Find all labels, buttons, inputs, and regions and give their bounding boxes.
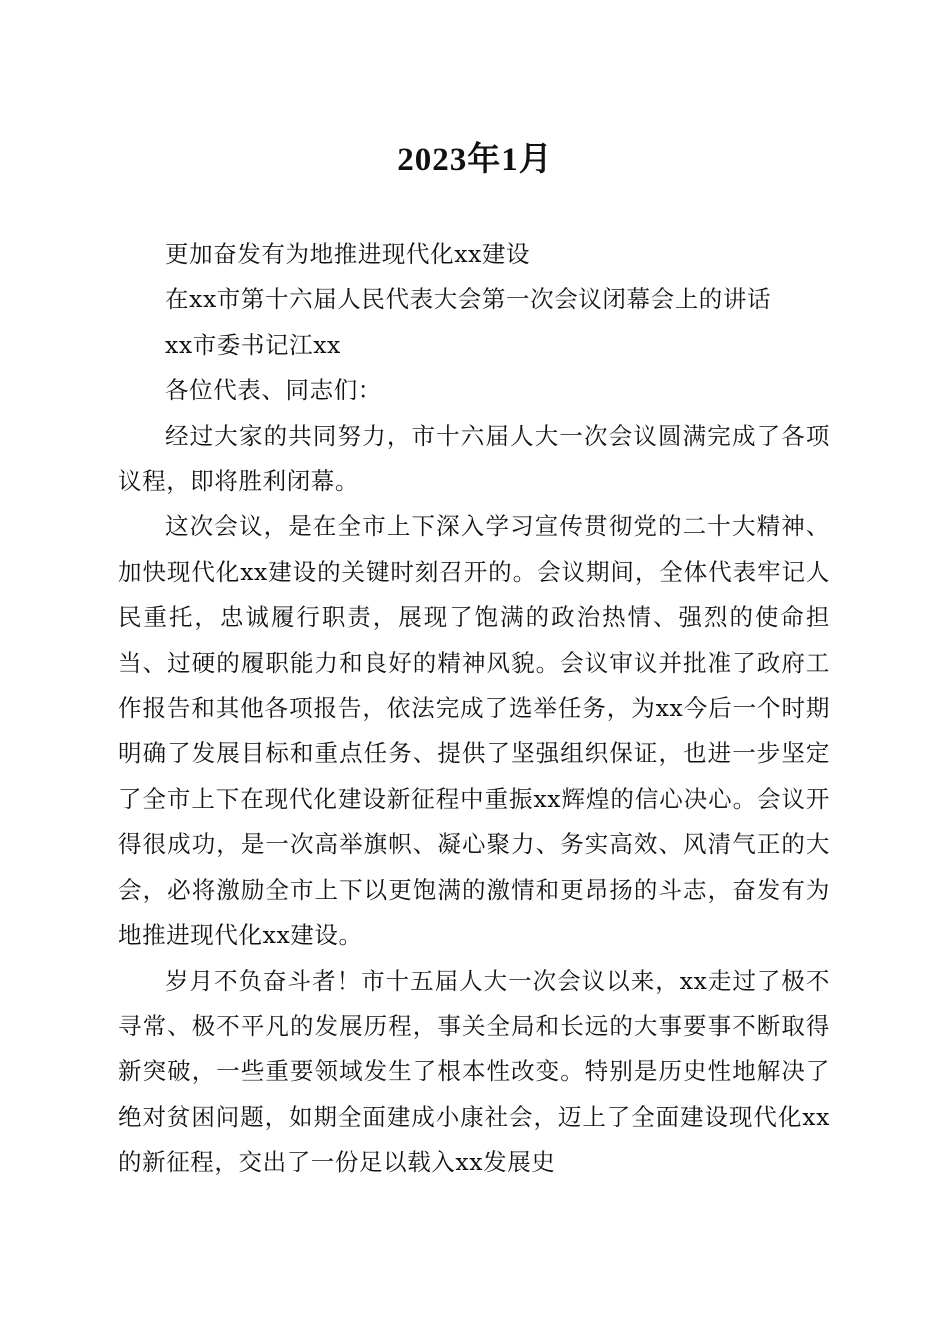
body-paragraph: 经过大家的共同努力，市十六届人大一次会议圆满完成了各项议程，即将胜利闭幕。 [118,421,830,496]
document-date-heading: 2023年1月 [397,142,553,178]
speech-subtitle: 在xx市第十六届人民代表大会第一次会议闭幕会上的讲话 [165,285,772,314]
body-paragraph: 这次会议，是在全市上下深入学习宣传贯彻党的二十大精神、加快现代化xx建设的关键时刻召开的。会议期间，全体代表牢记人民重托，忠诚履行职责，展现了饱满的政治热情、强烈的使命担当、过硬的履职能力和良好的精神风貌。会议审议并批准了政府工作报告和其他各项报告，依法完成了选举任务，为xx今后一个时期明确了发展目标和重点任务、提供了坚强组织保证，也进一步坚定了全市上下在现代化建设新征程中重振xx辉煌的信心决心。会议开得很成功，是一次高举旗帜、凝心聚力、务实高效、风清气正的大会，必将激励全市上下以更饱满的激情和更昂扬的斗志，奋发有为地推进现代化xx建设。 [118,512,830,950]
body-paragraph: 岁月不负奋斗者！市十五届人大一次会议以来，xx走过了极不寻常、极不平凡的发展历程，事关全局和长远的大事要事不断取得新突破，一些重要领域发生了根本性改变。特别是历史性地解决了绝对贫困问题，如期全面建成小康社会，迈上了全面建设现代化xx的新征程，交出了一份足以载入xx发展史 [118,966,830,1177]
speech-title: 更加奋发有为地推进现代化xx建设 [165,240,531,268]
speaker-line: xx市委书记江xx [165,330,341,359]
salutation: 各位代表、同志们： [165,376,382,405]
document-body [118,232,830,1186]
